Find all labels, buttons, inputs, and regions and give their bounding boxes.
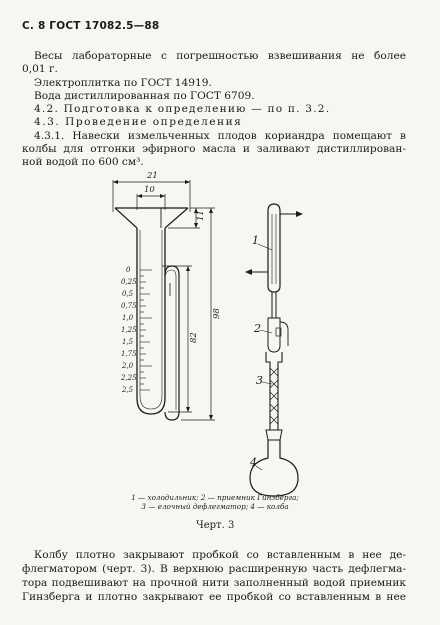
scale-label: 0,5 [122,290,134,298]
dim-top-width: 21 [147,171,158,181]
scale-label: 1,0 [122,314,134,322]
section-4-3-1-line-2: колбы для отгонки эфирного масла и заливают дистиллирован- [22,143,406,155]
scale-label: 1,5 [122,338,134,346]
scales-line-2: 0,01 г. [22,63,58,75]
scales-line-1: Весы лабораторные с погрешностью взвешивания не более [34,50,406,62]
bottom-line-3: тора подвешивают на прочной нити заполненный водой приемник [22,577,406,589]
part-label-dephlegmator: 3 [256,374,263,387]
figure-number: Черт. 3 [196,520,235,531]
scale-label: 0,25 [121,278,137,286]
stove-line: Электроплитка по ГОСТ 14919. [34,77,212,89]
part-label-receiver: 2 [254,322,261,335]
bottom-line-2: флегматором (черт. 3). В верхнюю расширенную часть дефлегма- [22,563,406,575]
figure-caption: 1 — холодильник; 2 — приемник Гинзберга; 3 — елочный дефлегматор; 4 — колба [131,493,299,511]
scale-label: 2,25 [121,374,137,382]
section-4-3-1-line-3: ной водой по 600 см³. [22,156,144,168]
part-label-condenser: 1 [252,234,259,247]
part-label-flask: 4 [250,456,257,469]
scale-label: 0,75 [121,302,137,310]
scale-label: 2,0 [122,362,134,370]
scale-label: 2,5 [122,386,134,394]
bottom-line-4: Гинзберга и плотно закрывают ее пробкой со вставленным в нее [22,591,406,603]
scale-label: 0 [126,266,131,274]
page-header: С. 8 ГОСТ 17082.5—88 [22,20,160,32]
distillation-assembly-drawing [245,204,303,496]
scale-label: 1,25 [121,326,137,334]
dim-total-height: 98 [212,308,222,319]
section-4-3-1-line-1: 4.3.1. Навески измельченных плодов кориандра помещают в [34,130,406,142]
dim-scale-height: 82 [189,332,199,343]
water-line: Вода дистиллированная по ГОСТ 6709. [34,90,255,102]
section-4-2: 4.2. Подготовка к определению — по п. 3.2. [34,103,331,115]
bottom-line-1: Колбу плотно закрывают пробкой со вставленным в нее де- [34,549,406,561]
dim-inner-width: 10 [144,185,155,195]
section-4-3: 4.3. Проведение определения [34,116,243,128]
scale-label: 1,75 [121,350,137,358]
dim-funnel-height: 11 [196,210,206,221]
